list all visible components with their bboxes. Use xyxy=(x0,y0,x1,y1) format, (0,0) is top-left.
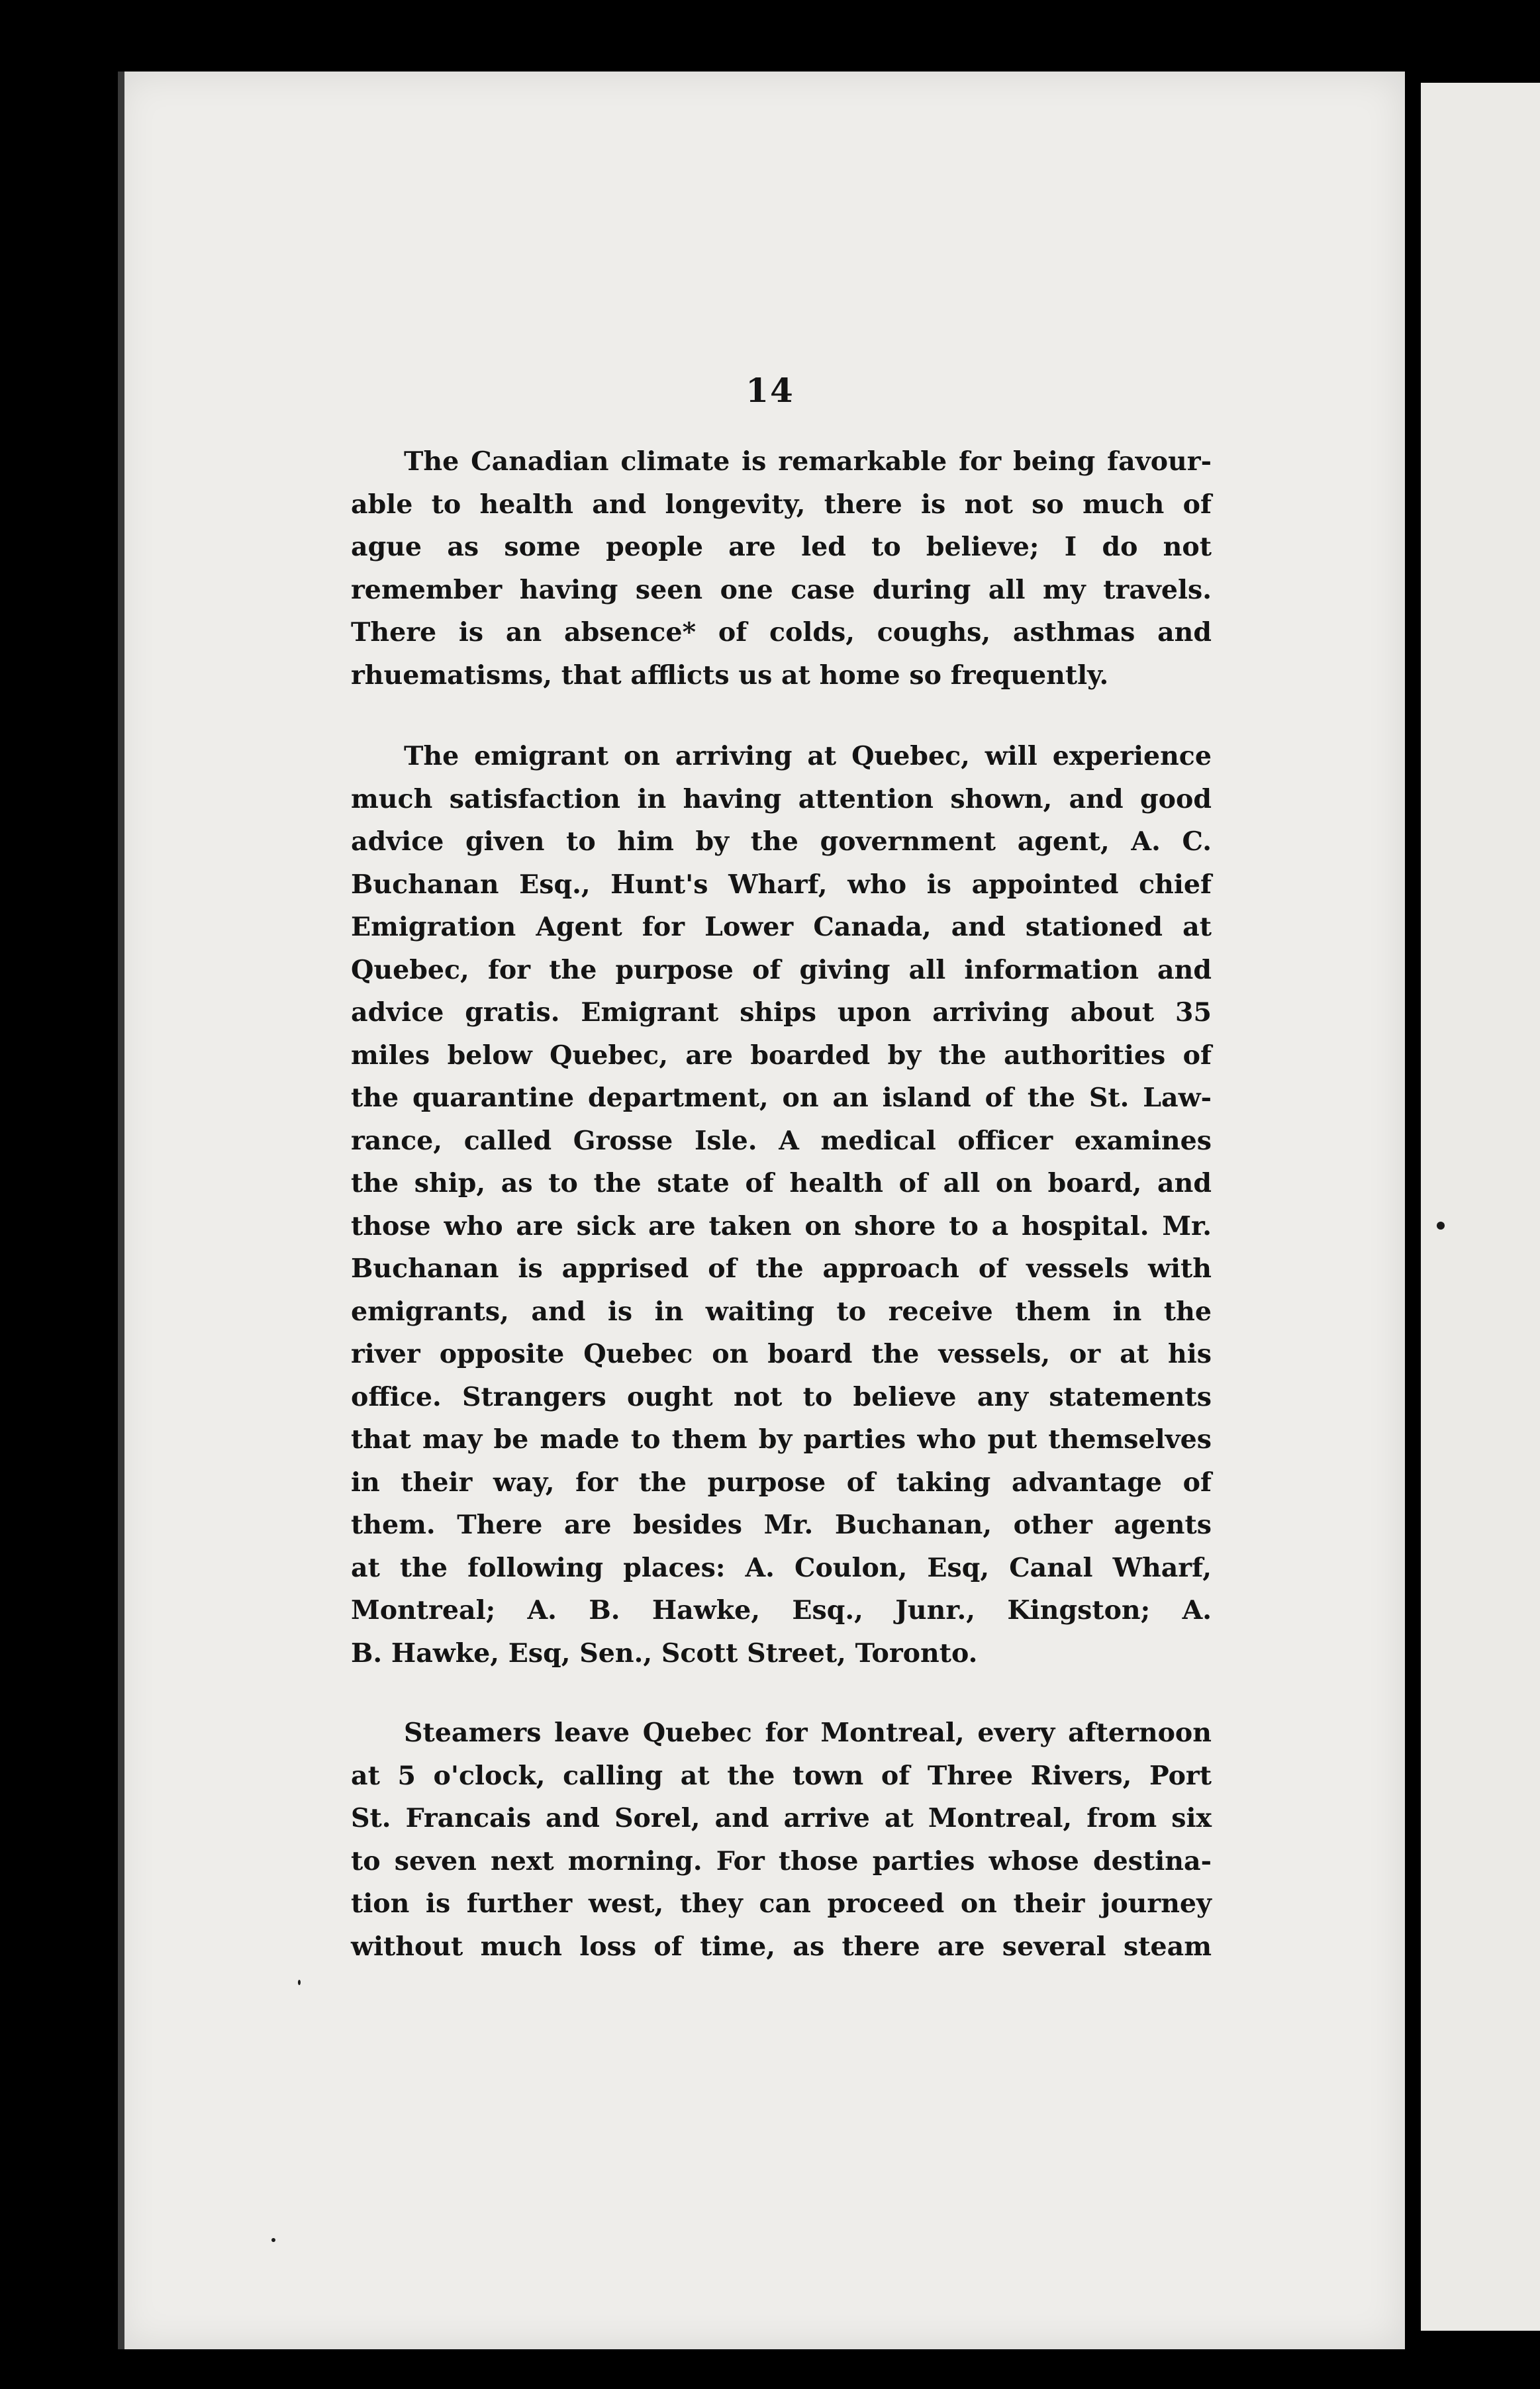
text-line: at the following places: A. Coulon, Esq, Canal Wharf, xyxy=(351,1552,1212,1583)
paragraph-climate xyxy=(351,440,1212,697)
text-line: to seven next morning. For those parties whose destina- xyxy=(351,1845,1212,1877)
text-line: Buchanan Esq., Hunt's Wharf, who is appointed chief xyxy=(351,869,1212,900)
page-number: 14 xyxy=(746,371,794,410)
text-line: office. Strangers ought not to believe any statements xyxy=(351,1381,1212,1412)
text-line: rance, called Grosse Isle. A medical officer examines xyxy=(351,1125,1212,1156)
text-line: remember having seen one case during all my travels. xyxy=(351,574,1212,605)
text-line: at 5 o'clock, calling at the town of Three Rivers, Port xyxy=(351,1760,1212,1791)
text-line: ague as some people are led to believe; I do not xyxy=(351,532,1212,562)
text-line: rhuematisms, that afflicts us at home so frequently. xyxy=(351,659,1109,691)
text-line: St. Francais and Sorel, and arrive at Montreal, from six xyxy=(351,1803,1212,1833)
text-line: B. Hawke, Esq, Sen., Scott Street, Toronto. xyxy=(351,1637,978,1669)
text-line: without much loss of time, as there are several steam xyxy=(351,1931,1212,1962)
ink-speck xyxy=(1437,1222,1445,1230)
paragraph-steamers xyxy=(351,1712,1212,1968)
text-line: The Canadian climate is remarkable for being favour- xyxy=(404,446,1212,477)
text-line: There is an absence* of colds, coughs, asthmas and xyxy=(351,617,1212,648)
text-line: advice gratis. Emigrant ships upon arriving about 35 xyxy=(351,997,1212,1028)
text-line: those who are sick are taken on shore to a hospital. Mr. xyxy=(351,1210,1212,1242)
text-line: Quebec, for the purpose of giving all information and xyxy=(351,954,1212,985)
text-line: the quarantine department, on an island of the St. Law- xyxy=(351,1083,1212,1113)
text-line: much satisfaction in having attention shown, and good xyxy=(351,783,1212,814)
text-line: Buchanan is apprised of the approach of vessels with xyxy=(351,1253,1212,1284)
text-line: advice given to him by the government agent, A. C. xyxy=(351,826,1212,857)
text-line: them. There are besides Mr. Buchanan, other agents xyxy=(351,1510,1212,1540)
text-line: miles below Quebec, are boarded by the authorities of xyxy=(351,1040,1212,1071)
text-line: Emigration Agent for Lower Canada, and stationed at xyxy=(351,912,1212,942)
text-line: that may be made to them by parties who put themselves xyxy=(351,1424,1212,1455)
text-line: Steamers leave Quebec for Montreal, every afternoon xyxy=(404,1718,1212,1748)
text-line: the ship, as to the state of health of all on board, and xyxy=(351,1168,1212,1198)
text-line: emigrants, and is in waiting to receive them in the xyxy=(351,1296,1212,1327)
text-line: tion is further west, they can proceed on their journey xyxy=(351,1888,1212,1919)
text-line: in their way, for the purpose of taking advantage of xyxy=(351,1467,1212,1498)
ink-speck xyxy=(298,1980,301,1985)
adjacent-page-edge xyxy=(1421,83,1540,2331)
text-line: able to health and longevity, there is not so much of xyxy=(351,489,1212,520)
ink-speck xyxy=(271,2238,275,2242)
text-line: The emigrant on arriving at Quebec, will experience xyxy=(404,741,1212,771)
paragraph-emigrant-arrival xyxy=(351,735,1212,1675)
page-edge xyxy=(118,72,124,2349)
text-line: Montreal; A. B. Hawke, Esq., Junr., Kingston; A. xyxy=(351,1595,1212,1626)
text-line: river opposite Quebec on board the vessels, or at his xyxy=(351,1339,1212,1369)
